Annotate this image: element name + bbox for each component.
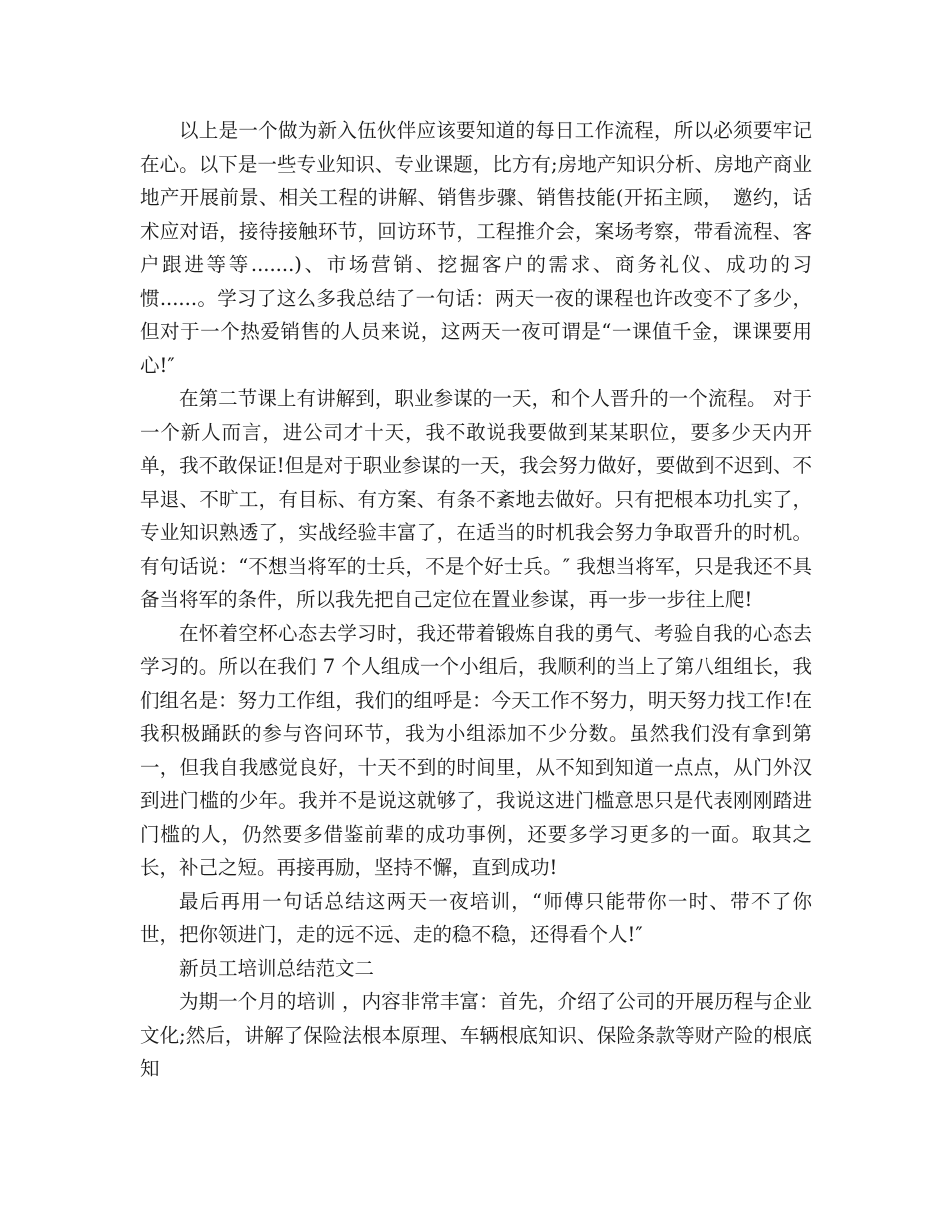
section-heading: 新员工培训总结范文二 bbox=[179, 956, 375, 980]
paragraph-training-content: 为期一个月的培训 ，内容非常丰富：首先，介绍了公司的开展历程与企业文化;然后，讲解了保险法根本原理、车辆根底知识、保险条款等财产险的根底知 bbox=[140, 990, 812, 1080]
paragraph-career-consultant: 在第二节课上有讲解到，职业参谋的一天，和个人晋升的一个流程。 对于一个新人而言，进公司才十天，我不敢说我要做到某某职位，要多少天内开单，我不敢保证!但是对于职业参谋的一天，我会努力做好，要做到不迟到、不早退、不旷工，有目标、有方案、有条不紊地去做好。只有把根本功扎实了，专业知识熟透了，实战经验丰富了，在适当的时机我会努力争取晋升的时机。有句话说：“不想当将军的士兵，不是个好士兵。″ 我想当将军，只是我还不具备当将军的条件，所以我先把自己定位在置业参谋，再一步一步往上爬! bbox=[140, 387, 812, 611]
document-body bbox=[140, 114, 812, 1086]
paragraph-daily-workflow: 以上是一个做为新入伍伙伴应该要知道的每日工作流程，所以必须要牢记在心。以下是一些专业知识、专业课题，比方有;房地产知识分析、房地产商业地产开展前景、相关工程的讲解、销售步骤、销售技能(开拓主顾， 邀约，话术应对语，接待接触环节，回访环节，工程推介会，案场考察，带看流程、客户跟进等等.......)、市场营销、挖掘客户的需求、商务礼仪、成功的习惯......。学习了这么多我总结了一句话：两天一夜的课程也许改变不了多少，但对于一个热爱销售的人员来说，这两天一夜可谓是“一课值千金，课课要用心!″ bbox=[140, 119, 812, 377]
paragraph-team-leader: 在怀着空杯心态去学习时，我还带着锻炼自我的勇气、考验自我的心态去学习的。所以在我们 7 个人组成一个小组后，我顺利的当上了第八组组长，我们组名是：努力工作组，我们的组呼是：今天工作不努力，明天努力找工作!在我积极踊跃的参与咨问环节，我为小组添加不少分数。虽然我们没有拿到第一，但我自我感觉良好，十天不到的时间里，从不知到知道一点点，从门外汉到进门槛的少年。我并不是说这就够了，我说这进门槛意思只是代表刚刚踏进门槛的人，仍然要多借鉴前辈的成功事例，还要多学习更多的一面。取其之长，补己之短。再接再励，坚持不懈，直到成功! bbox=[140, 621, 812, 879]
paragraph-conclusion: 最后再用一句话总结这两天一夜培训，“师傅只能带你一时、带不了你世，把你领进门，走的远不远、走的稳不稳，还得看个人!″ bbox=[140, 889, 812, 946]
